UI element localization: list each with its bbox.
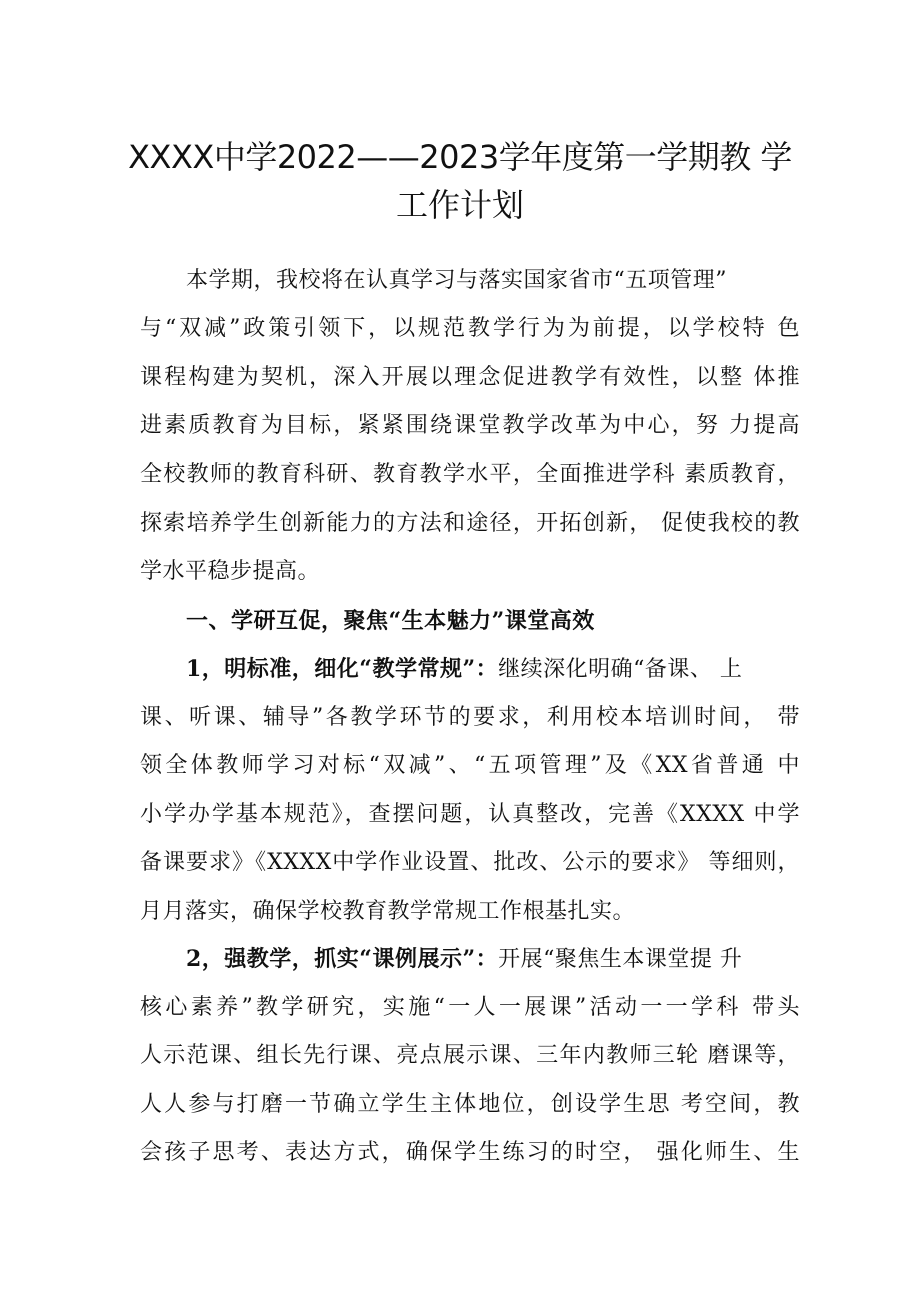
paragraph-line: 人人参与打磨一节确立学生主体地位，创设学生思 考空间，教: [140, 1092, 800, 1117]
section-heading: 一、学研互促，聚焦“生本魅力”课堂高效: [186, 608, 595, 634]
paragraph-line: 全校教师的教育科研、教育教学水平，全面推进学科 素质教育，: [140, 462, 800, 487]
subheading: 2，强教学，抓实“课例展示”：: [186, 946, 499, 972]
paragraph-line: 进素质教育为目标，紧紧围绕课堂教学改革为中心，努 力提高: [140, 413, 800, 438]
paragraph-line: 小学办学基本规范》，查摆问题，认真整改，完善《XXXX 中学: [140, 802, 800, 827]
paragraph-line: 本学期，我校将在认真学习与落实国家省市“五项管理”: [186, 268, 727, 293]
paragraph-line: 会孩子思考、表达方式，确保学生练习的时空， 强化师生、生: [140, 1140, 800, 1165]
subheading: 1，明标准，细化“教学常规”：: [186, 656, 499, 682]
paragraph-line: 核心素养”教学研究，实施“一人一展课”活动一一学科 带头: [140, 995, 800, 1020]
paragraph-line: [186, 654, 800, 685]
paragraph-text: 继续深化明确“备课、 上: [498, 657, 743, 682]
paragraph-line: 课、听课、辅导”各教学环节的要求，利用校本培训时间， 带: [140, 705, 800, 730]
paragraph-line: 与“双减”政策引领下，以规范教学行为为前提，以学校特 色: [140, 316, 800, 341]
paragraph-line: 学水平稳步提高。: [140, 559, 321, 584]
paragraph-line: 探索培养学生创新能力的方法和途径，开拓创新， 促使我校的教: [140, 511, 800, 536]
paragraph-line: 人示范课、组长先行课、亮点展示课、三年内教师三轮 磨课等，: [140, 1043, 800, 1068]
paragraph-line: 课程构建为契机，深入开展以理念促进教学有效性，以整 体推: [140, 365, 800, 390]
paragraph-line: 月月落实，确保学校教育教学常规工作根基扎实。: [140, 899, 636, 924]
document-title-line-2: 工作计划: [395, 186, 524, 224]
paragraph-text: 开展“聚焦生本课堂提 升: [498, 947, 743, 972]
paragraph-line: [186, 944, 800, 975]
paragraph-line: 领全体教师学习对标“双减”、“五项管理”及《XX省普通 中: [140, 753, 800, 778]
paragraph-line: 备课要求》《XXXX中学作业设置、批改、公示的要求》 等细则，: [140, 850, 800, 875]
document-title-line-1: XXXX中学2022——2023学年度第一学期教 学: [128, 138, 792, 176]
